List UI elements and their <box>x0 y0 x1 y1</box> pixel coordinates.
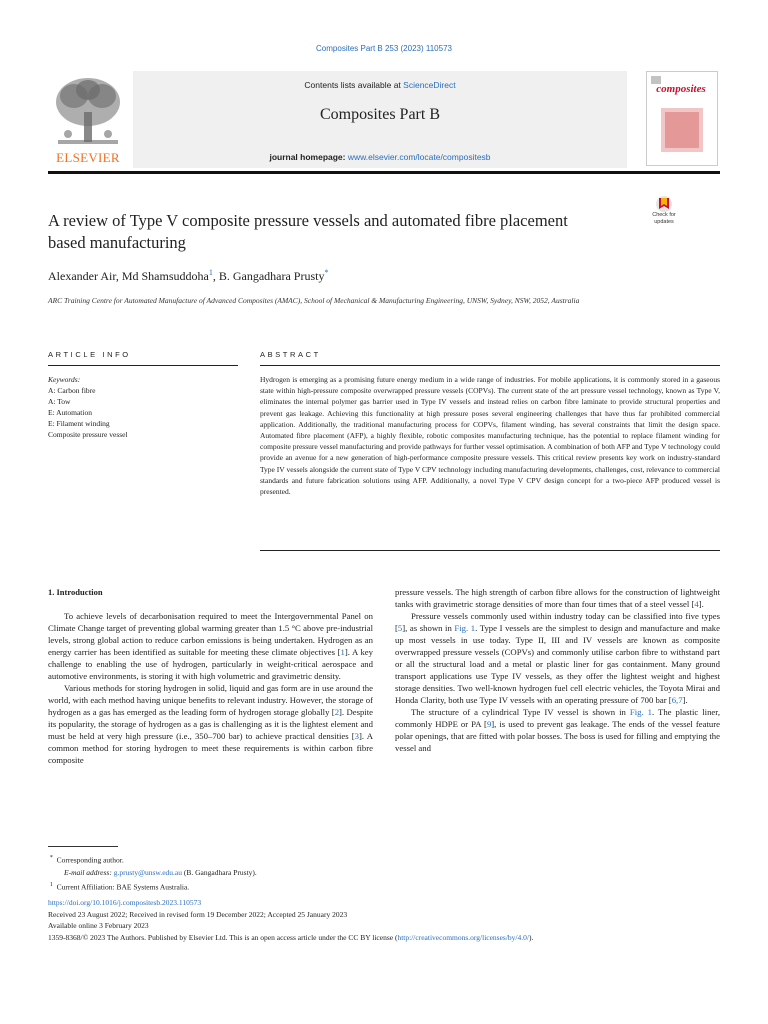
body-paragraph: The structure of a cylindrical Type IV vessel is shown in Fig. 1. The plastic liner, commonly HDPE or PA [9], is used to prevent gas leakage. The ends of the vessel feature polar openings, that are fitted with polar bosses. The boss is used for filling and emptying the vessel and <box>395 707 720 753</box>
keyword: E: Automation <box>48 408 92 417</box>
keyword: A: Tow <box>48 397 71 406</box>
journal-citation[interactable]: Composites Part B 253 (2023) 110573 <box>316 44 452 53</box>
reference-link[interactable]: 2 <box>334 707 340 717</box>
reference-link[interactable]: 6,7 <box>671 695 683 705</box>
license-link[interactable]: http://creativecommons.org/licenses/by/4.0/ <box>397 932 529 942</box>
journal-title: Composites Part B <box>319 106 440 123</box>
sciencedirect-link[interactable]: ScienceDirect <box>403 80 456 90</box>
elsevier-wordmark: ELSEVIER <box>56 150 120 165</box>
homepage-link[interactable]: www.elsevier.com/locate/compositesb <box>347 152 491 162</box>
reference-link[interactable]: 5 <box>397 623 403 633</box>
figure-link[interactable]: Fig. 1 <box>454 623 476 633</box>
footnote-affiliation: $^1$ Current Affiliation: BAE Systems Australia. <box>49 881 190 891</box>
header-divider <box>48 171 720 174</box>
body-paragraph: Various methods for storing hydrogen in solid, liquid and gas form are in use around the world, with each method having unique benefits to relevant industry. However, the storage of hydrogen as a gas has emerged as the leading form of hydrogen storage globally [2]. Despite its popularity, the storage of hydrogen as a gas is challenging as it is the lightest element and must be held at very high pressure (i.e., 350–700 bar) to achieve practical densities [3]. A common method for storing hydrogen to meet these requirements is within carbon fibre composite <box>48 683 373 765</box>
journal-homepage-line <box>133 152 627 162</box>
abstract-text: Hydrogen is emerging as a promising future energy medium in a wide range of industries. For mobile applications, it is commonly stored in a gaseous state within high-pressure composite overwrapped pressure vessels (COPVs). The current state of the art pressure vessel technology, known as Type V, eliminates the internal polymer gas barrier used in Type IV vessels and instead relies on carbon fibre laminate to provide structural properties and prevent gas leakage. Achieving this functionality at high pressure poses several engineering challenges that have thus far prohibited commercial application. Additionally, the traditional manufacturing process for COPVs, filament winding, has several constraints that limit the design space. Automated fibre placement (AFP), a highly flexible, robotic composites manufacturing technique, has the potential to replace filament winding for composite pressure vessel manufacturing and provide pathways for further vessel optimisation. A combination of both AFP and Type V technology could provide an avenue for a new generation of high-performance composite pressure vessels. This critical review presents key work on industry-standard Type IV vessels alongside the current state of Type V CPV technology including manufacturing developments, challenges, cost, relevance to commercial standards and future fabrication solutions using AFP. Additionally, a novel Type V CPV design concept for a two-piece AFP produced vessel is presented. <box>260 375 720 497</box>
available-online-date: Available online 3 February 2023 <box>48 921 149 930</box>
keywords-label: Keywords: <box>48 375 81 384</box>
reference-link[interactable]: 9 <box>486 719 492 729</box>
footnote-divider <box>48 846 118 847</box>
body-paragraph: Pressure vessels commonly used within industry today can be classified into five types [5], as shown in Fig. 1. Type I vessels are the simplest to design and manufacture and make up most vessels in use today. Type II, III and IV vessels are known as composite overwrapped pressure vessels (COPVs) and commonly utilise carbon fibre to withstand part or all the structural load and a metal or plastic liner for gas containment. Many ground transport applications use Type IV vessels, as they offer the lightest weight and highest storage densities. Two well-known hydrogen fuel cell electric vehicles, the Toyota Mirai and Honda Clarity, both use Type IV vessels with an operating pressure of 700 bar [6,7]. <box>395 611 721 705</box>
check-for-updates-label[interactable]: Check for updates <box>652 212 676 225</box>
article-title: A review of Type V composite pressure vessels and automated fibre placement based manufacturing <box>48 211 568 252</box>
license-line: 1359-8368/© 2023 The Authors. Published by Elsevier Ltd. This is an open access article under the CC BY license (http://creativecommons.org/licenses/by/4.0/). <box>48 932 534 942</box>
homepage-label: journal homepage: <box>269 152 348 162</box>
author-footnote-mark[interactable]: 1 <box>208 268 213 277</box>
keyword: E: Filament winding <box>48 419 110 428</box>
abstract-bottom-divider <box>260 550 720 551</box>
abstract-heading: ABSTRACT <box>260 350 321 359</box>
body-paragraph: pressure vessels. The high strength of carbon fibre allows for the construction of lightweight tanks with gravimetric storage densities of more than four times that of a steel vessel [4]. <box>395 587 720 609</box>
doi-link[interactable]: https://doi.org/10.1016/j.compositesb.2023.110573 <box>48 898 202 907</box>
email-link[interactable]: g.prusty@unsw.edu.au <box>113 867 183 877</box>
reference-link[interactable]: 1 <box>340 647 345 657</box>
received-dates: Received 23 August 2022; Received in revised form 19 December 2022; Accepted 25 January 2023 <box>48 909 348 919</box>
body-column-left <box>48 610 373 766</box>
cover-title: composites <box>656 83 706 95</box>
keyword: Composite pressure vessel <box>48 430 128 439</box>
body-paragraph: To achieve levels of decarbonisation required to meet the Intergovernmental Panel on Climate Change target of preventing global warming greater than 1.5 °C above pre-industrial levels, strong global action to reduce carbon emissions is being undertaken. Hydrogen as an energy carrier has been identified as suitable for meeting these climate objectives [1]. A key challenge to enabling the use of hydrogen, particularly in weight-critical aerospace and automotive environments, is storing it with high volumetric and gravimetric density. <box>48 611 373 681</box>
reference-link[interactable]: 4 <box>694 599 699 609</box>
author-name[interactable]: , B. Gangadhara Prusty <box>212 269 325 283</box>
article-info-divider <box>48 365 238 366</box>
abstract-top-divider <box>260 365 720 366</box>
section-heading-introduction: 1. Introduction <box>48 587 103 597</box>
author-name[interactable]: Md Shamsuddoha <box>121 269 209 283</box>
author-affiliation: ARC Training Centre for Automated Manufacture of Advanced Composites (AMAC), School of Mechanical & Manufacturing Engineering, UNSW, Sydney, NSW, 2052, Australia <box>48 296 580 305</box>
author-list <box>48 268 648 284</box>
corresponding-author-mark[interactable]: * <box>324 268 329 277</box>
article-info-heading: ARTICLE INFO <box>48 350 131 359</box>
reference-link[interactable]: 3 <box>354 731 359 741</box>
keywords-block <box>48 374 228 440</box>
footnote-email: E-mail address: g.prusty@unsw.edu.au (B. Gangadhara Prusty). <box>64 867 257 877</box>
contents-lists-line <box>133 80 627 90</box>
footnote-corresponding: * Corresponding author. <box>49 855 124 865</box>
figure-link[interactable]: Fig. 1 <box>629 707 652 717</box>
body-column-right <box>395 586 720 754</box>
footnotes <box>48 852 448 893</box>
contents-prefix: Contents lists available at <box>304 80 404 90</box>
article-metadata-footer <box>48 897 728 943</box>
keyword: A: Carbon fibre <box>48 386 96 395</box>
author-name[interactable]: Alexander Air, <box>48 269 122 283</box>
